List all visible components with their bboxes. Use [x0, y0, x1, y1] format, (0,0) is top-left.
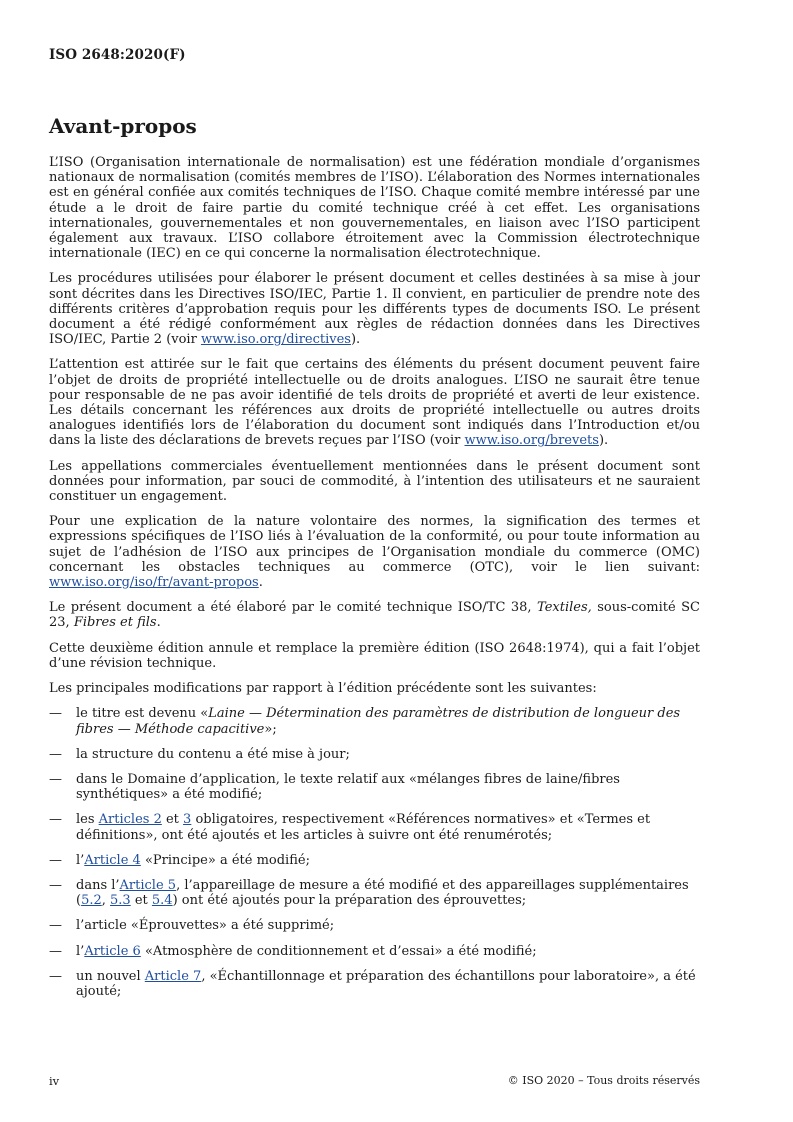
- list-item: [49, 944, 700, 959]
- article-5-link[interactable]: Article 5: [119, 877, 177, 893]
- list-item: [49, 772, 700, 802]
- article-4-link[interactable]: Article 4: [84, 852, 141, 868]
- list-item-text: dans le Domaine d’application, le texte relatif aux «mélanges fibres de laine/fibres synthétiques» a été modifié;: [76, 771, 620, 803]
- list-item: [49, 969, 700, 999]
- list-item-text: [76, 969, 700, 999]
- text: dans l’: [76, 877, 120, 893]
- text: l’: [76, 852, 85, 868]
- paragraph-patents: [49, 357, 700, 448]
- patents-link[interactable]: www.iso.org/brevets: [464, 433, 599, 449]
- text: ).: [350, 332, 361, 348]
- text: Les procédures utilisées pour élaborer le présent document et celles destinées à sa mise à jour sont décrites dans les Directives ISO/IEC, Partie 1. Il convient, en particulier de prendre note des différents critères d’approbation requis pour les différents types de documents ISO. Le présent document a été rédigé conformément aux règles de rédaction données dans les Directives ISO/IEC, Partie 2 (voir: [49, 271, 700, 348]
- text: le titre est devenu «: [76, 706, 209, 722]
- list-item: [49, 878, 700, 908]
- text: .: [258, 575, 263, 591]
- subcommittee-name: Fibres et fils: [73, 615, 157, 631]
- text: «Atmosphère de conditionnement et d’essai» a été modifié;: [140, 943, 537, 959]
- document-id-header: ISO 2648:2020(F): [49, 47, 186, 63]
- list-item: [49, 747, 700, 762]
- list-item-text: [76, 812, 700, 842]
- text: ,: [101, 893, 111, 909]
- paragraph-voluntary-nature: [49, 514, 700, 590]
- text: .: [156, 615, 161, 631]
- text: un nouvel: [76, 968, 145, 984]
- paragraph-changes-intro: Les principales modifications par rapport à l’édition précédente sont les suivantes:: [49, 681, 597, 697]
- dash-marker: —: [49, 812, 62, 828]
- list-item: [49, 853, 700, 868]
- dash-marker: —: [49, 943, 62, 959]
- paragraph-edition: Cette deuxième édition annule et remplace la première édition (ISO 2648:1974), qui a fait l’objet d’une révision technique.: [49, 640, 700, 671]
- article-2-link[interactable]: Articles 2: [98, 812, 162, 828]
- dash-marker: —: [49, 852, 62, 868]
- section-5-3-link[interactable]: 5.3: [110, 893, 131, 909]
- dash-marker: —: [49, 746, 62, 762]
- list-item-text: [76, 878, 700, 908]
- text: sous-comité SC 23,: [49, 600, 700, 631]
- text: Le présent document a été élaboré par le comité technique ISO/TC 38,: [49, 600, 538, 616]
- text: »;: [264, 721, 277, 737]
- section-5-4-link[interactable]: 5.4: [151, 893, 173, 909]
- list-item-text: [76, 706, 700, 736]
- copyright-notice: © ISO 2020 – Tous droits réservés: [507, 1074, 700, 1087]
- dash-marker: —: [49, 877, 62, 893]
- paragraph-trade-names: Les appellations commerciales éventuellement mentionnées dans le présent document sont données pour information, par souci de commodité, à l’intention des utilisateurs et ne sauraient constituer un engagement.: [49, 458, 700, 505]
- text: les: [76, 812, 99, 828]
- text: , «Échantillonnage et préparation des échantillons pour laboratoire», a été ajouté;: [76, 968, 696, 999]
- article-3-link[interactable]: 3: [183, 812, 192, 828]
- list-item-text: [76, 853, 700, 868]
- list-item-text: [76, 944, 700, 959]
- dash-marker: —: [49, 968, 62, 984]
- text: , l’appareillage de mesure a été modifié et des appareillages supplémentaires (: [76, 877, 689, 909]
- text: «Principe» a été modifié;: [140, 852, 310, 868]
- list-item: [49, 918, 700, 933]
- list-item: [49, 706, 700, 736]
- text: l’: [76, 943, 85, 959]
- page-title: Avant-propos: [49, 114, 197, 138]
- paragraph-committee: [49, 600, 700, 630]
- committee-name: Textiles,: [537, 600, 592, 616]
- text: obligatoires, respectivement «Références normatives» et «Termes et définitions», ont été ajoutés et les articles à suivre ont été renumérotés;: [76, 812, 651, 843]
- page-number: iv: [49, 1074, 60, 1088]
- paragraph-iso-intro: L’ISO (Organisation internationale de normalisation) est une fédération mondiale d’organismes nationaux de normalisation (comités membres de l’ISO). L’élaboration des Normes internationales est en général confiée aux comités techniques de l’ISO. Chaque comité membre intéressé par une étude a le droit de faire partie du comité technique créé à cet effet. Les organisations internationales, gouvernementales et non gouvernementales, en liaison avec l’ISO participent également aux travaux. L’ISO collabore étroitement avec la Commission électrotechnique internationale (IEC) en ce qui concerne la normalisation électrotechnique.: [49, 155, 700, 262]
- article-6-link[interactable]: Article 6: [84, 943, 141, 959]
- foreword-body: [49, 155, 700, 1009]
- section-5-2-link[interactable]: 5.2: [81, 893, 102, 909]
- new-title: Laine — Détermination des paramètres de distribution de longueur des fibres — Méthode capacitive: [76, 706, 681, 737]
- paragraph-procedures: [49, 271, 700, 347]
- text: ).: [598, 433, 609, 449]
- list-item-text: l’article «Éprouvettes» a été supprimé;: [76, 918, 335, 934]
- dash-marker: —: [49, 771, 62, 787]
- text: L’attention est attirée sur le fait que certains des éléments du présent document peuvent faire l’objet de droits de propriété intellectuelle ou de droits analogues. L’ISO ne saurait être tenue pour responsable de ne pas avoir identifié de tels droits de propriété et averti de leur existence. Les détails concernant les références aux droits de propriété intellectuelle ou autres droits analogues identifiés lors de l’élaboration du document sont indiqués dans l’Introduction et/ou dans la liste des déclarations de brevets reçues par l’ISO (voir: [49, 357, 700, 449]
- dash-marker: —: [49, 918, 62, 934]
- text: ) ont été ajoutés pour la préparation des éprouvettes;: [172, 893, 527, 909]
- text: et: [130, 893, 152, 909]
- list-item: [49, 812, 700, 842]
- directives-link[interactable]: www.iso.org/directives: [200, 332, 351, 348]
- text: et: [161, 812, 184, 828]
- foreword-link[interactable]: www.iso.org/iso/fr/avant-propos: [49, 575, 259, 591]
- article-7-link[interactable]: Article 7: [144, 968, 202, 984]
- list-item-text: la structure du contenu a été mise à jour;: [76, 746, 350, 762]
- dash-marker: —: [49, 706, 62, 722]
- text: Pour une explication de la nature volontaire des normes, la signification des termes et expressions spécifiques de l’ISO liés à l’évaluation de la conformité, ou pour toute information au sujet de l’adhésion de l’ISO aux principes de l’Organisation mondiale du commerce (OMC) concernant les obstacles techniques au commerce (OTC), voir le lien suivant:: [49, 514, 700, 575]
